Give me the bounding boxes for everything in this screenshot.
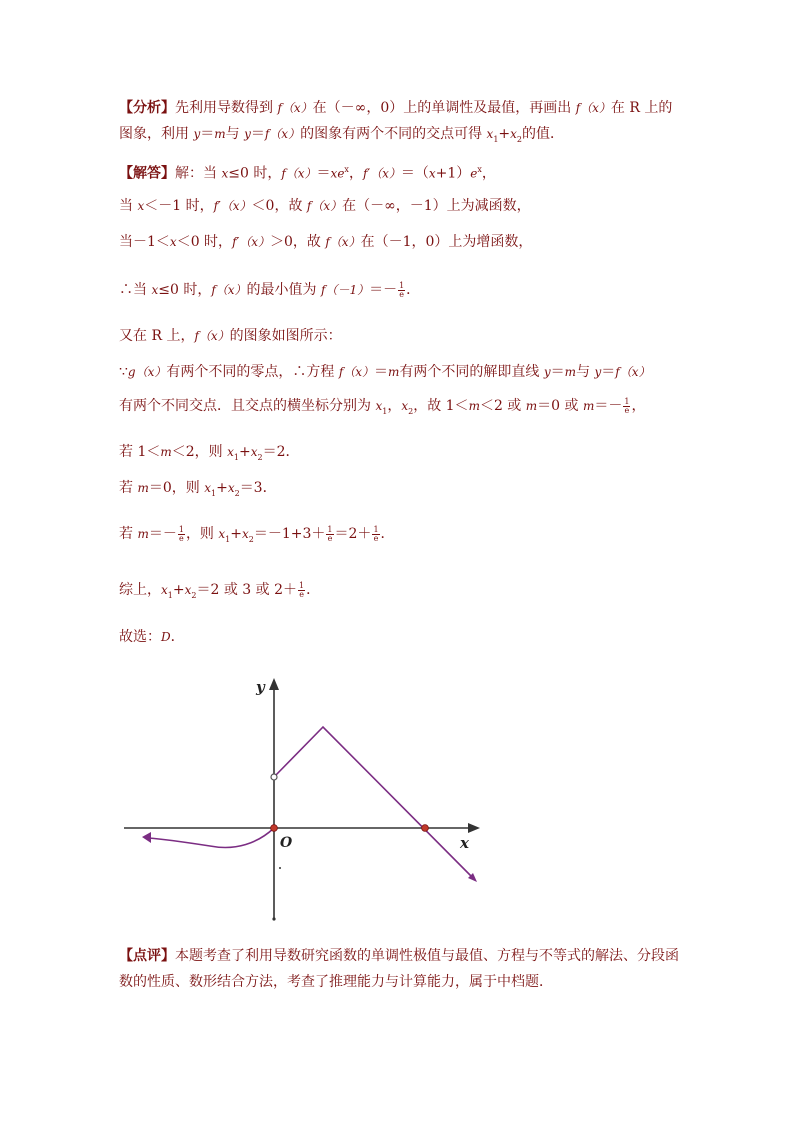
fraction: $\frac{1}{e}$ [327,524,333,543]
comment-line-2: 数的性质、数形结合方法，考查了推理能力与计算能力，属于中档题． [119,974,553,990]
function-graph [118,672,498,932]
origin-point [271,825,278,832]
solution-line-3: 当－1＜x＜0 时，f′（x）＞0，故 f（x）在（－1，0）上为增函数， [119,234,533,250]
dot-mark [279,867,281,869]
solution-line-6: ∵g（x）有两个不同的零点，∴方程 f（x）＝m有两个不同的解即直线 y＝m与 y＝f（x） [119,364,651,380]
axis-end-dot [272,917,275,920]
comment-tag: 【点评】 [119,948,175,964]
open-point [271,774,277,780]
solution-line-4: ∴当 x≤0 时，f（x）的最小值为 f（－1）＝－ $\frac{1}{e}$ ． [119,280,421,299]
x-axis-arrow [468,823,480,833]
fraction: $\frac{1}{e}$ [624,396,630,415]
fraction: $\frac{1}{e}$ [373,524,379,543]
fraction: $\frac{1}{e}$ [299,580,305,599]
solution-line-8: 若 1＜m＜2，则 $x_1+x_2=2$． [119,444,300,462]
left-curve [148,828,274,847]
solution-line-11: 综上，$x_1+x_2=2$ 或 3 或 2＋ $\frac{1}{e}$ ． [119,580,321,600]
x-intercept-point [422,825,429,832]
solution-line-7: 有两个不同交点．且交点的横坐标分别为 $x_1$，$x_2$，故 1＜m＜2 或 m＝0 或 m＝－ $\frac{1}{e}$ ， [119,396,646,416]
solution-line-12: 故选：D． [119,629,185,645]
solution-tag: 【解答】 [119,165,175,182]
y-axis-arrow [269,678,279,690]
x-axis-label: x [460,834,469,852]
fraction: $\frac{1}{e}$ [399,280,405,299]
origin-label: O [280,835,293,851]
comment-line-1: 【点评】本题考查了利用导数研究函数的单调性极值与最值、方程与不等式的解法、分段函 [119,948,679,964]
left-curve-arrow [142,832,151,843]
solution-line-10: 若 m＝－ $\frac{1}{e}$ ，则 $x_1+x_2=-1+3+$ $\frac{1}{e}$ ＝2＋ $\frac{1}{e}$ ． [119,524,395,544]
solution-line-5: 又在 R 上，f（x）的图象如图所示： [119,328,342,344]
analysis-tag: 【分析】 [119,100,175,116]
solution-line-2: 当 x＜－1 时，f′（x）＜0，故 f（x）在（－∞，－1）上为减函数， [119,198,531,214]
y-axis-label: y [256,678,265,696]
analysis-line-1: 【分析】先利用导数得到 f（x）在（－∞，0）上的单调性及最值，再画出 f（x）在 R 上的 [119,100,673,116]
right-polyline [274,727,472,877]
fraction: $\frac{1}{e}$ [178,524,184,543]
solution-line-1: 【解答】解：当 x≤0 时，$f(x)=xe^x$，$f'(x)=(x+1)e^x$， [119,165,496,182]
solution-line-9: 若 m＝0，则 $x_1+x_2=3$． [119,480,277,498]
analysis-line-2: 图象，利用 y＝m与 y＝f（x）的图象有两个不同的交点可得 $x_1+x_2$的值． [119,126,565,144]
